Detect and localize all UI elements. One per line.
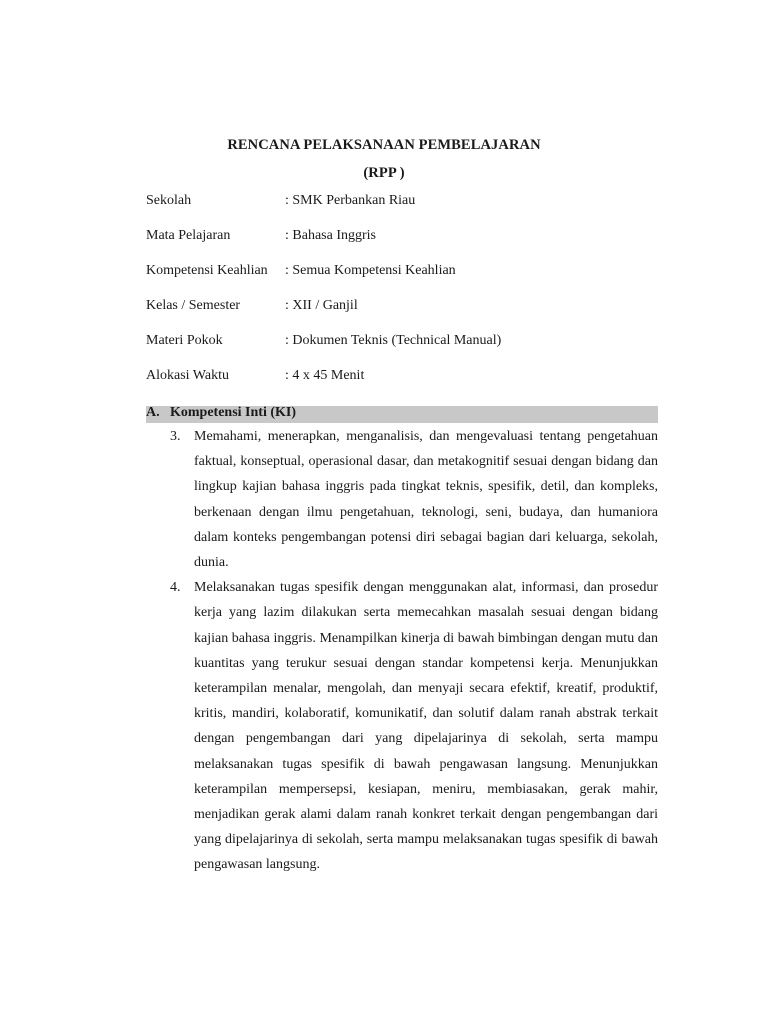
info-label: Kompetensi Keahlian	[146, 263, 268, 278]
list-item-number: 4.	[170, 580, 181, 596]
info-value: : Dokumen Teknis (Technical Manual)	[285, 333, 502, 348]
info-label: Kelas / Semester	[146, 298, 241, 313]
info-row-materi-pokok	[146, 333, 666, 368]
info-label: Alokasi Waktu	[146, 368, 229, 383]
info-row-kompetensi-keahlian	[146, 263, 666, 298]
list-item	[146, 575, 658, 877]
info-label: Materi Pokok	[146, 333, 223, 348]
info-value: : Semua Kompetensi Keahlian	[285, 263, 456, 278]
info-row-sekolah	[146, 193, 666, 228]
section-heading-text: Kompetensi Inti (KI)	[170, 405, 296, 420]
info-value: : Bahasa Inggris	[285, 228, 376, 243]
info-row-alokasi-waktu	[146, 368, 666, 403]
section-heading	[146, 405, 296, 421]
info-value: : XII / Ganjil	[285, 298, 358, 313]
info-row-kelas-semester	[146, 298, 666, 333]
document-subtitle: (RPP )	[363, 165, 405, 181]
identity-table	[146, 193, 666, 403]
info-label: Sekolah	[146, 193, 192, 208]
list-item-text: Memahami, menerapkan, menganalisis, dan mengevaluasi tentang pengetahuan faktual, konseptual, operasional dasar, dan metakognitif sesuai dengan bidang dan lingkup kajian bahasa inggris pada tingkat teknis, spesifik, detil, dan kompleks, berkenaan dengan ilmu pengetahuan, teknologi, seni, budaya, dan humaniora dalam konteks pengembangan potensi diri sebagai bagian dari keluarga, sekolah, dunia.	[194, 429, 658, 571]
competency-list	[146, 424, 658, 878]
info-label: Mata Pelajaran	[146, 228, 231, 243]
list-item-text: Melaksanakan tugas spesifik dengan menggunakan alat, informasi, dan prosedur kerja yang lazim dilakukan serta memecahkan masalah sesuai dengan bidang kajian bahasa inggris. Menampilkan kinerja di bawah bimbingan dengan mutu dan kuantitas yang terukur sesuai dengan standar kompetensi kerja. Menunjukkan keterampilan menalar, mengolah, dan menyaji secara efektif, kreatif, produktif, kritis, mandiri, kolaboratif, komunikatif, dan solutif dalam ranah abstrak terkait dengan pengembangan dari yang dipelajarinya di sekolah, serta mampu melaksanakan tugas spesifik di bawah pengawasan langsung. Menunjukkan keterampilan mempersepsi, kesiapan, meniru, membiasakan, gerak mahir, menjadikan gerak alami dalam ranah konkret terkait dengan pengembangan dari yang dipelajarinya di sekolah, serta mampu melaksanakan tugas spesifik di bawah pengawasan langsung.	[194, 580, 658, 873]
section-letter: A.	[146, 405, 160, 420]
list-item	[146, 424, 658, 575]
list-item-number: 3.	[170, 429, 181, 444]
info-value: : 4 x 45 Menit	[285, 368, 365, 383]
info-value: : SMK Perbankan Riau	[285, 193, 416, 208]
document-title: RENCANA PELAKSANAAN PEMBELAJARAN	[227, 137, 541, 153]
info-row-mata-pelajaran	[146, 228, 666, 263]
